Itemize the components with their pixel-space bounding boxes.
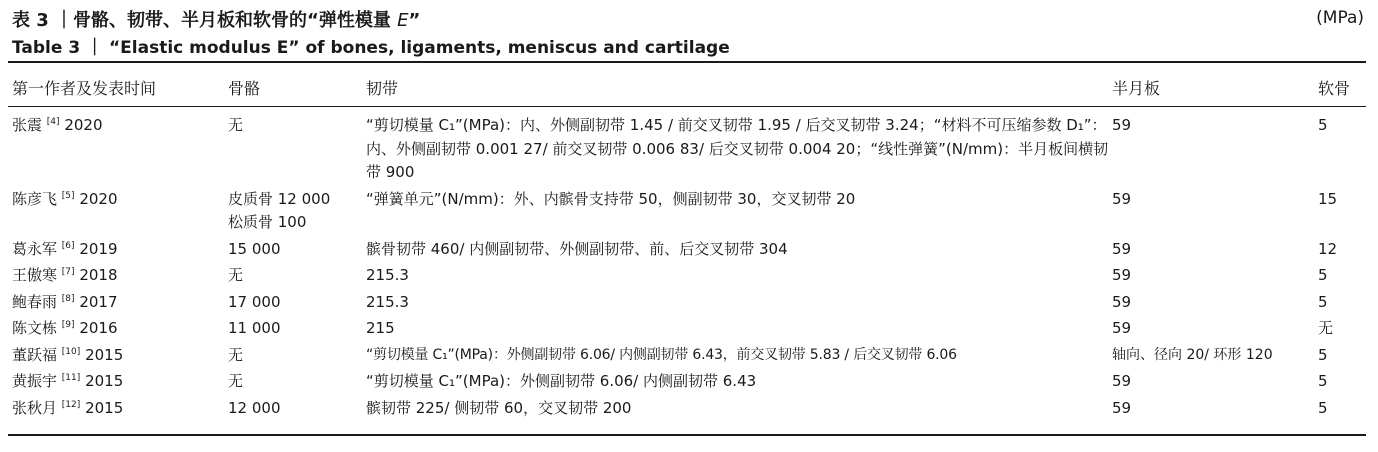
- table-row: [12, 264, 1368, 291]
- ligament-cell: “剪切模量 C₁”(MPa)：外侧副韧带 6.06/ 内侧副韧带 6.43: [366, 372, 757, 390]
- meniscus-cell: 59: [1112, 266, 1132, 284]
- ligament-cell: 215: [366, 319, 395, 337]
- ligament-cell: 髌骨韧带 460/ 内侧副韧带、外侧副韧带、前、后交叉韧带 304: [366, 239, 788, 258]
- caption-cn-suffix: ”: [408, 10, 421, 31]
- cartilage-cell: 5: [1318, 372, 1328, 390]
- bone-cell: 12 000: [228, 398, 281, 417]
- meniscus-cell: 59: [1112, 239, 1132, 258]
- header-meniscus: 半月板: [1112, 78, 1161, 98]
- meniscus-cell: 59: [1112, 372, 1132, 390]
- cartilage-cell: 无: [1318, 319, 1334, 337]
- bone-cell: 11 000: [228, 319, 281, 337]
- bone-cell: 17 000: [228, 292, 281, 311]
- meniscus-cell: 59: [1112, 116, 1132, 134]
- meniscus-cell: 59: [1112, 292, 1132, 311]
- ligament-cell: “弹簧单元”(N/mm)：外、内髌骨支持带 50，侧副韧带 30，交叉韧带 20: [366, 189, 856, 208]
- author-cell: 陈彦飞 [5] 2020: [12, 189, 118, 208]
- table-row: [12, 344, 1368, 371]
- author-cell: 张震 [4] 2020: [12, 116, 103, 134]
- bone-cell: 无: [228, 116, 244, 134]
- table-row: [12, 291, 1368, 318]
- ligament-cell: “剪切模量 C₁”(MPa)：外侧副韧带 6.06/ 内侧副韧带 6.43，前交叉韧带 5.83 / 后交叉韧带 6.06: [366, 346, 957, 363]
- header-author: 第一作者及发表时间: [12, 78, 157, 98]
- bone-cell: 无: [228, 372, 244, 390]
- caption-cn-text: 表 3 ｜骨骼、韧带、半月板和软骨的“弹性模量: [12, 10, 398, 31]
- bone-cell: 无: [228, 266, 244, 284]
- table-row: [12, 114, 1368, 188]
- data-table: [12, 68, 1368, 423]
- author-cell: 陈文栋 [9] 2016: [12, 319, 118, 337]
- author-cell: 王傲寒 [7] 2018: [12, 266, 118, 284]
- table-row: [12, 397, 1368, 424]
- table-row: [12, 317, 1368, 344]
- author-cell: 鲍春雨 [8] 2017: [12, 292, 118, 311]
- table-header-row: [12, 68, 1368, 106]
- cartilage-cell: 15: [1318, 189, 1338, 208]
- header-cartilage: 软骨: [1318, 78, 1351, 98]
- table-row: [12, 188, 1368, 238]
- table-caption-en: Table 3 ｜ “Elastic modulus E” of bones, ligaments, meniscus and cartilage: [12, 38, 730, 58]
- table-row: [12, 238, 1368, 265]
- meniscus-cell: 59: [1112, 189, 1132, 208]
- table-caption-cn: [12, 6, 420, 32]
- meniscus-cell: 轴向、径向 20/ 环形 120: [1112, 346, 1273, 363]
- ligament-cell: 215.3: [366, 266, 409, 284]
- author-cell: 董跃福 [10] 2015: [12, 345, 124, 364]
- cartilage-cell: 5: [1318, 292, 1328, 311]
- ligament-cell: “剪切模量 C₁”(MPa)：内、外侧副韧带 1.45 / 前交叉韧带 1.95 / 后交叉韧带 3.24；“材料不可压缩参数 D₁”：内、外侧副韧带 0.001 27/ 前交叉韧带 0.006 83/ 后交叉韧带 0.004 20；“线性弹簧”(N/mm)：半月板间横韧带 900: [366, 116, 1109, 181]
- cartilage-cell: 5: [1318, 266, 1328, 284]
- bone-cell: 皮质骨 12 000 松质骨 100: [228, 189, 331, 231]
- table-row: [12, 370, 1368, 397]
- table-top-rule: [8, 61, 1366, 63]
- author-cell: 黄振宇 [11] 2015: [12, 372, 124, 390]
- cartilage-cell: 5: [1318, 345, 1328, 364]
- meniscus-cell: 59: [1112, 319, 1132, 337]
- bone-cell: 无: [228, 345, 244, 364]
- unit-label: (MPa): [1316, 8, 1364, 28]
- cartilage-cell: 5: [1318, 116, 1328, 134]
- ligament-cell: 215.3: [366, 292, 409, 311]
- caption-variable: E: [397, 10, 409, 31]
- cartilage-cell: 12: [1318, 239, 1338, 258]
- table-bottom-rule: [8, 434, 1366, 436]
- header-ligament: 韧带: [366, 78, 399, 98]
- bone-cell: 15 000: [228, 239, 281, 258]
- author-cell: 葛永军 [6] 2019: [12, 239, 118, 258]
- meniscus-cell: 59: [1112, 398, 1132, 417]
- author-cell: 张秋月 [12] 2015: [12, 398, 124, 417]
- cartilage-cell: 5: [1318, 398, 1328, 417]
- header-bone: 骨骼: [228, 78, 261, 98]
- ligament-cell: 髌韧带 225/ 侧韧带 60，交叉韧带 200: [366, 398, 632, 417]
